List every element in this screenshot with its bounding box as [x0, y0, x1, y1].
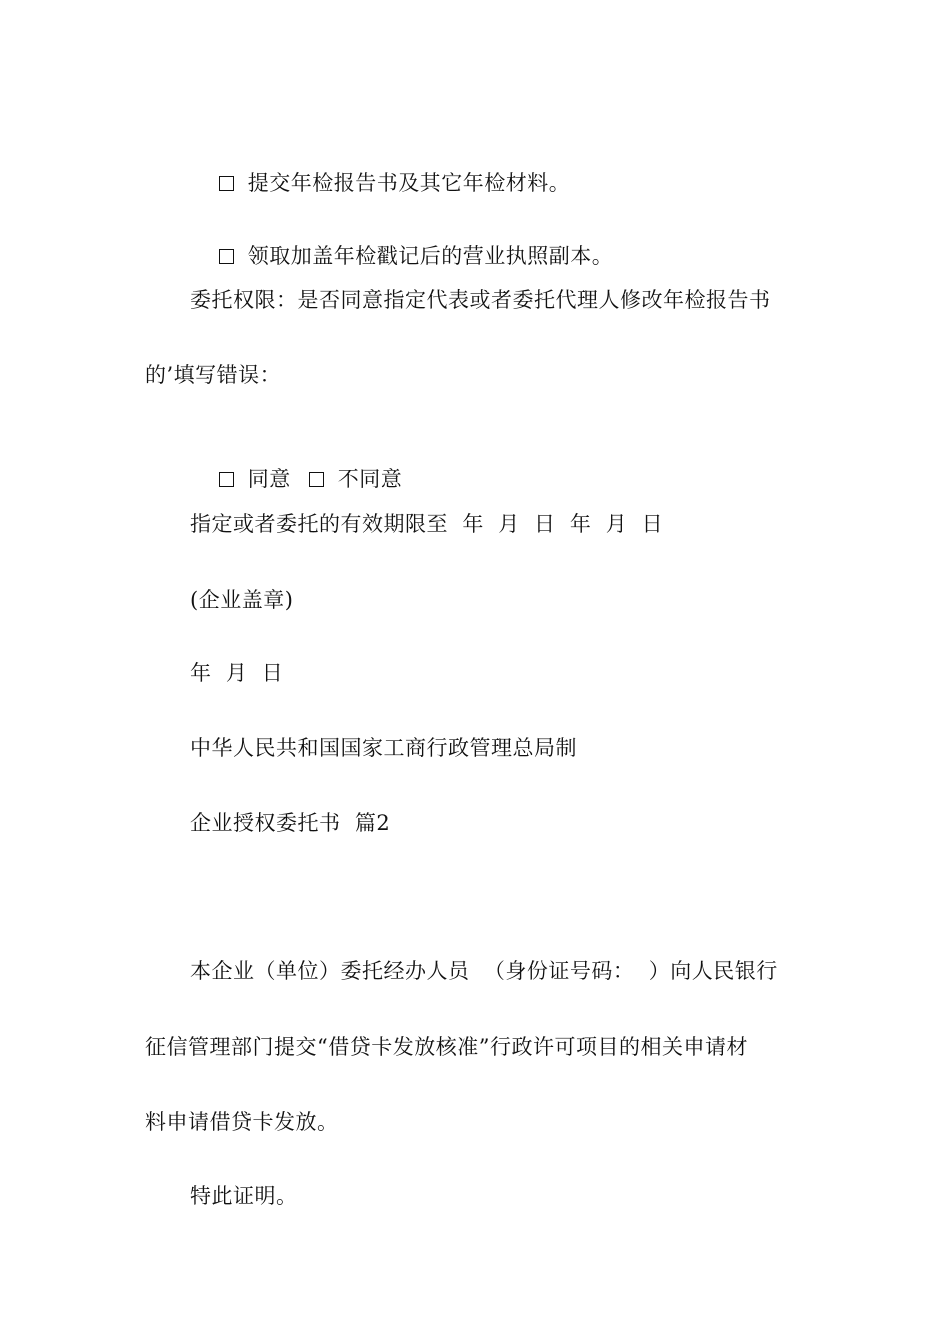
body-line-2: 征信管理部门提交“借贷卡发放核准”行政许可项目的相关申请材 — [145, 1035, 748, 1059]
body-line-3: 料申请借贷卡发放。 — [145, 1110, 339, 1134]
authority-line-1: 委托权限：是否同意指定代表或者委托代理人修改年检报告书 — [190, 288, 771, 312]
item-receive-text: 领取加盖年检戳记后的营业执照副本。 — [247, 244, 614, 268]
item-submit-text: 提交年检报告书及其它年检材料。 — [247, 171, 571, 195]
seal-line: (企业盖章) — [190, 588, 294, 612]
checkbox-agree[interactable] — [219, 472, 234, 487]
closing-line: 特此证明。 — [190, 1184, 298, 1208]
checkbox-submit[interactable] — [219, 176, 234, 191]
date-line: 年 月 日 — [190, 661, 284, 685]
section-title: 企业授权委托书 篇2 — [190, 811, 391, 835]
issuer-line: 中华人民共和国国家工商行政管理总局制 — [190, 736, 577, 760]
validity-line: 指定或者委托的有效期限至 年 月 日 年 月 日 — [190, 512, 664, 536]
checkbox-receive[interactable] — [219, 249, 234, 264]
body-line-1: 本企业（单位）委托经办人员 （身份证号码： ）向人民银行 — [190, 959, 778, 983]
agree-label: 同意 — [247, 467, 291, 491]
checkbox-disagree[interactable] — [309, 472, 324, 487]
authority-line-2: 的’填写错误： — [145, 363, 282, 387]
disagree-label: 不同意 — [337, 467, 403, 491]
